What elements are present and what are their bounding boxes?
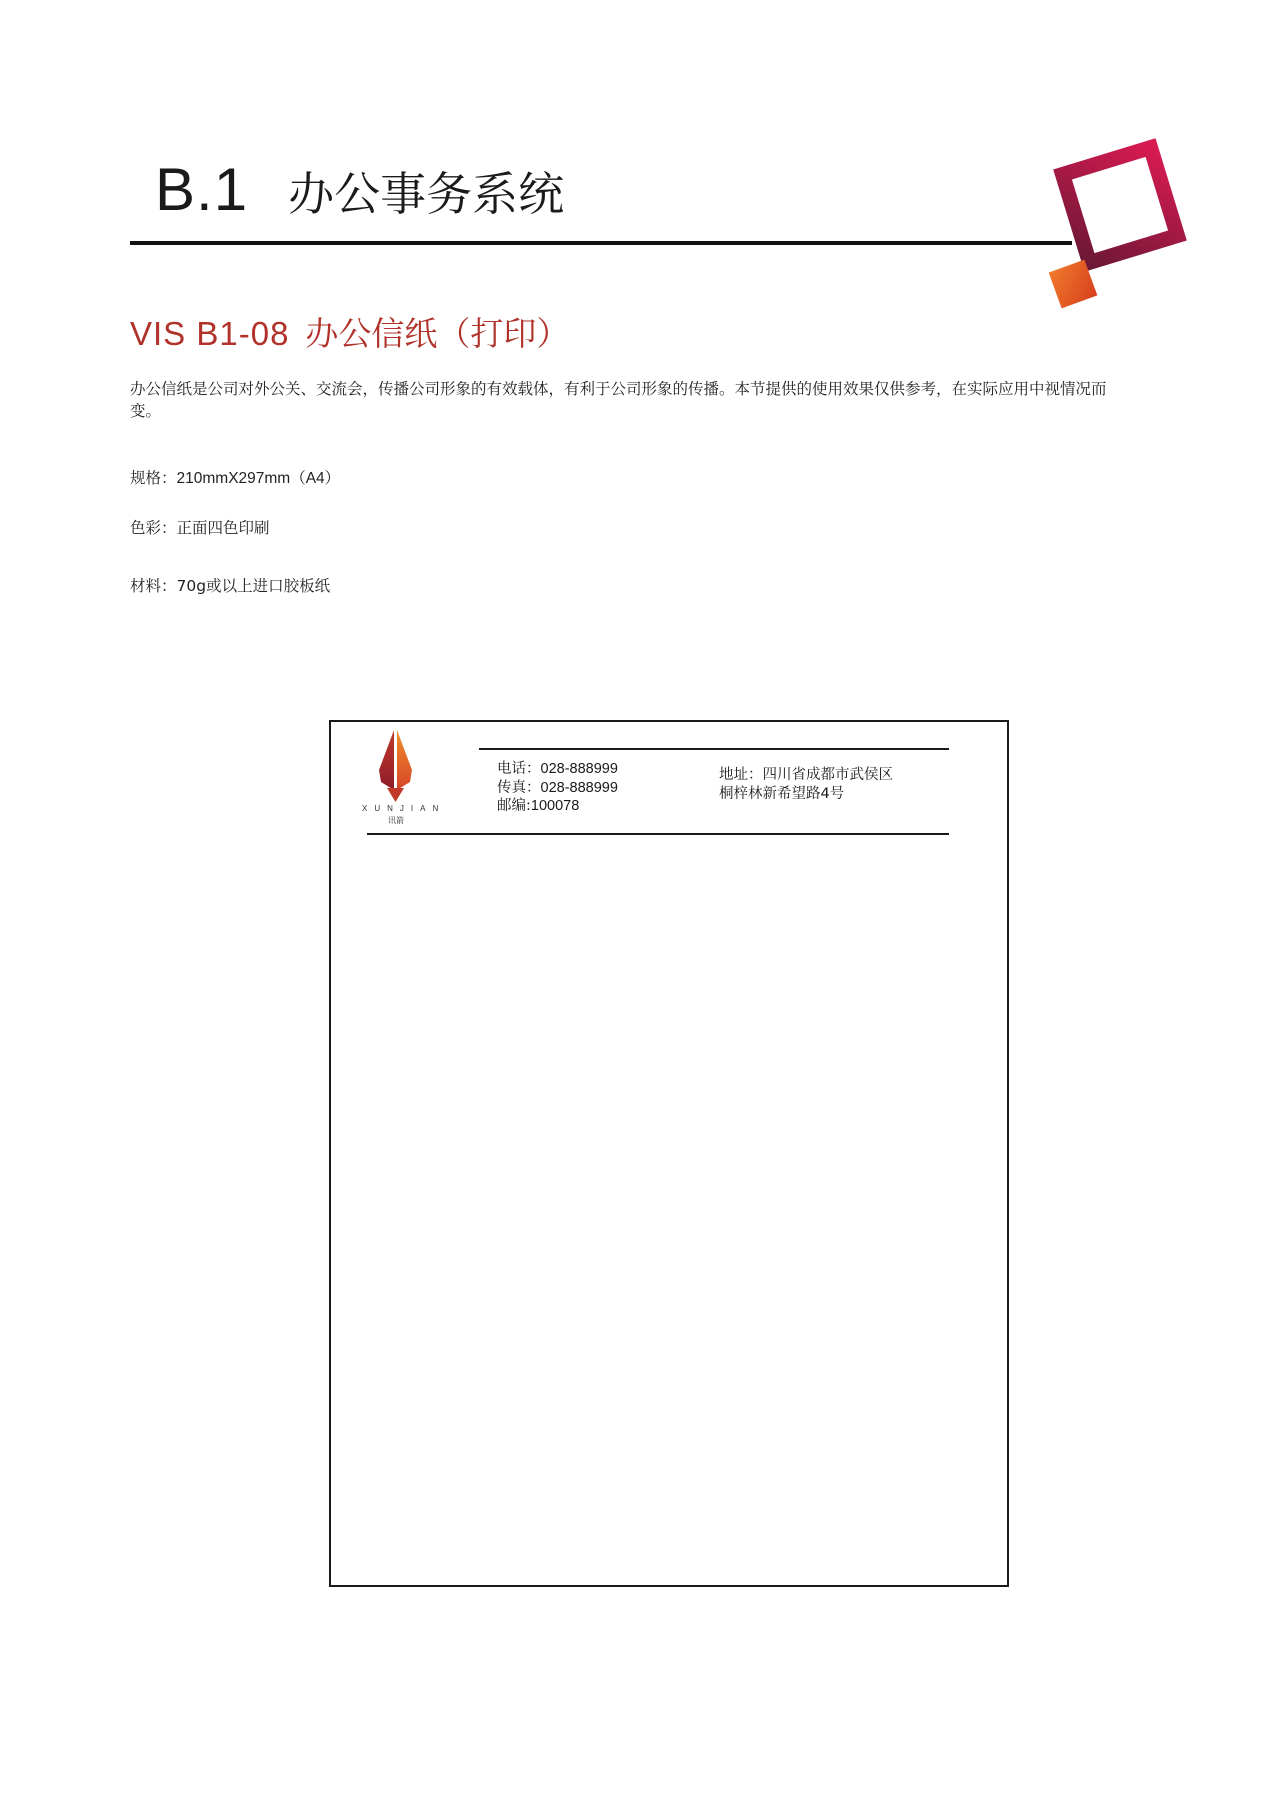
- contact-block: [497, 760, 618, 816]
- section-heading: [155, 150, 565, 223]
- spec-label: 规格：: [130, 469, 177, 487]
- letterhead-bottom-rule: [367, 833, 949, 835]
- spec-value: 210mmX297mm（A4）: [176, 470, 341, 487]
- address-line-2: 桐梓林新希望路4号: [719, 785, 845, 802]
- spec-color: [130, 516, 270, 538]
- spec-value: 70g或以上进口胶板纸: [176, 577, 331, 595]
- phone-line: 电话：028-888999: [497, 761, 618, 777]
- letterhead-preview: [329, 720, 1009, 1587]
- spec-material: [130, 574, 330, 596]
- section-number: B.1: [155, 156, 249, 223]
- item-title: [130, 308, 569, 355]
- item-description: 办公信纸是公司对外公关、交流会，传播公司形象的有效载体，有利于公司形象的传播。本节提供的使用效果仅供参考，在实际应用中视情况而变。: [130, 380, 1107, 420]
- logo-english: XUNJIAN: [362, 804, 446, 813]
- spec-value: 正面四色印刷: [176, 519, 270, 537]
- spec-label: 材料：: [130, 577, 177, 595]
- postcode-line: 邮编:100078: [497, 798, 580, 814]
- letterhead-top-rule: [479, 748, 949, 750]
- address-block: [719, 766, 893, 803]
- section-title: 办公事务系统: [288, 167, 565, 221]
- logo-chinese: 讯箭: [388, 816, 404, 825]
- fax-line: 传真：028-888999: [497, 779, 618, 796]
- xunjian-arrow-logo-icon: [361, 730, 441, 815]
- heading-rule: [130, 241, 1072, 245]
- spec-label: 色彩：: [130, 519, 177, 537]
- decorative-square-frame-icon: [1035, 130, 1195, 320]
- item-name: 办公信纸（打印）: [305, 314, 570, 353]
- spec-size: [130, 466, 340, 488]
- item-code: VIS B1-08: [130, 315, 290, 352]
- address-line-1: 地址：四川省成都市武侯区: [719, 767, 893, 783]
